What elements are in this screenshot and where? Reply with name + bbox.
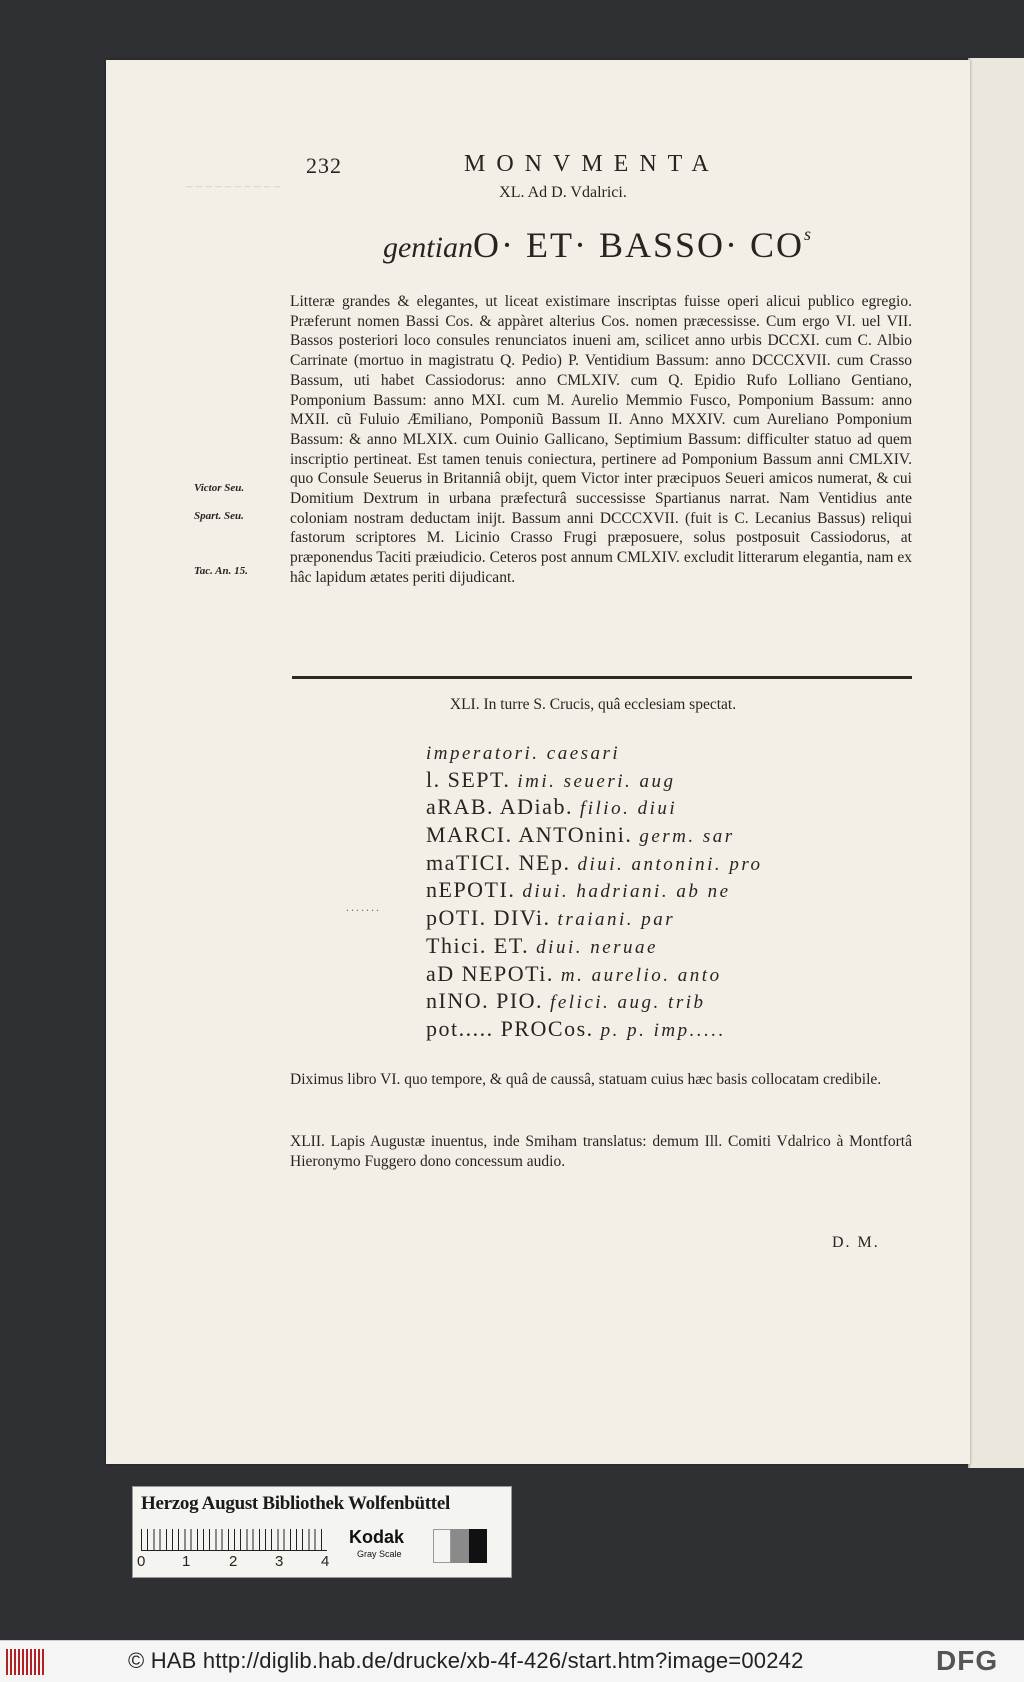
heading-italic-part: gentian: [382, 231, 473, 264]
margin-note-victor: Victor Seu.: [194, 482, 245, 494]
kodak-logo: Kodak: [349, 1527, 405, 1547]
chart-institution-title: Herzog August Bibliothek Wolfenbüttel: [141, 1493, 450, 1514]
inscription-line: pOTI. DIVi. traiani. par: [426, 905, 676, 931]
scale-number: 1: [182, 1553, 191, 1570]
heading-superscript: s: [804, 224, 814, 244]
copyright-link[interactable]: © HAB http://diglib.hab.de/drucke/xb-4f-426/start.htm?image=00242: [128, 1648, 804, 1673]
margin-note-spartianus: Spart. Seu.: [194, 510, 244, 522]
section-divider: [292, 676, 912, 679]
scale-number: 3: [275, 1553, 284, 1570]
inscription-line: MARCI. ANTOnini. germ. sar: [426, 822, 735, 848]
dfg-logo: DFG: [936, 1645, 999, 1676]
gray-swatch: [451, 1529, 469, 1563]
running-title: MONVMENTA: [464, 151, 720, 177]
catchword: D. M.: [832, 1234, 880, 1251]
scale-number: 0: [137, 1553, 146, 1570]
section-heading: XLI. In turre S. Crucis, quâ ecclesiam spectat.: [449, 696, 737, 713]
subheading: XL. Ad D. Vdalrici.: [499, 184, 627, 201]
inscription-line: nEPOTI. diui. hadriani. ab ne: [426, 877, 731, 903]
margin-note-tacitus: Tac. An. 15.: [194, 565, 248, 577]
scale-number: 2: [229, 1553, 238, 1570]
barcode-icon: [6, 1649, 46, 1675]
chart-ruler: [141, 1529, 327, 1551]
white-swatch: [433, 1529, 451, 1563]
inscription-line: aRAB. ADiab. filio. diui: [426, 794, 678, 820]
inscription-line: Thici. ET. diui. neruae: [426, 932, 658, 958]
bleed-through-text: – – – – – – – – – –: [186, 178, 281, 193]
inscription-heading: [106, 224, 970, 266]
inscription-margin-dots: .......: [346, 900, 381, 914]
scale-number: 4: [321, 1553, 330, 1570]
inscription-line: l. SEPT. imi. seueri. aug: [426, 766, 676, 792]
adjacent-page-edge: [968, 58, 1024, 1468]
heading-caps-part: O· ET· BASSO· CO: [472, 225, 804, 265]
gray-scale-label: Gray Scale: [357, 1549, 402, 1559]
paragraph-xlii: XLII. Lapis Augustæ inuentus, inde Smiham translatus: demum Ill. Comiti Vdalrico à Montfortâ Hieronymo Fuggero dono concessum audio.: [290, 1133, 912, 1170]
page-number: 232: [306, 153, 342, 178]
inscription-line: maTICI. NEp. diui. antonini. pro: [426, 849, 763, 875]
book-page: [106, 60, 970, 1464]
commentary-text: Litteræ grandes & elegantes, ut liceat existimare inscriptas fuisse operi alicui publico egregio. Præferunt nomen Bassi Cos. & appàret alterius Cos. nomen præcessisse. Cum ergo VI. uel VII. Bassos posteriori loco consules renunciatos inueni am, scilicet anno urbis DCCXI. cum C. Albio Carrinate (mortuo in magistratu Q. Pedio) P. Ventidium Bassum: anno DCCCXVII. cum Crasso Bassum, uti habet Cassiodorus: anno CMLXIV. cum Q. Epidio Rufo Lolliano Gentiano, Pomponium Bassum: anno MXI. cum M. Aurelio Memmio Fusco, Pomponium Bassum: anno MXII. cũ Fuluio Æmiliano, Pomponiũ Bassum II. Anno MXXIV. cum Aureliano Pomponium Bassum: & anno MLXIX. cum Ouinio Gallicano, Septimium Bassum: difficulter statuo ad quem inscriptio pertineat. Est tamen tenuis coniectura, pertinere ad Pomponium Bassum anni CMLXIV. quo Consule Seuerus in Britanniâ obijt, quem Victor inter præcipuos Seueri amicos numerat, & cui Domitium Dextrum in urbana præfecturâ successisse Spartianus narrat. Nam Ventidius ante coloniam nostram deductam inijt. Bassum anni DCCCXVII. (fuit is C. Lecanius Bassus) reliqui fastorum scriptores M. Licinio Crasso Frugi præposuere, solus postposuit Cassiodorus, at præponendus Taciti præiudicio. Ceteros post annum CMLXIV. excludit litterarum elegantia, nam ex hâc lapidum ætates periti dijudicant.: [290, 293, 912, 586]
color-calibration-chart: [132, 1486, 512, 1578]
inscription-block: [426, 738, 896, 1043]
inscription-line: imperatori. caesari: [426, 743, 621, 764]
inscription-line: pot..... PROCos. p. p. imp.....: [426, 1015, 726, 1041]
black-swatch: [469, 1529, 487, 1563]
inscription-line: aD NEPOTi. m. aurelio. anto: [426, 960, 722, 986]
paragraph-diximus: Diximus libro VI. quo tempore, & quâ de caussâ, statuam cuius hæc basis collocatam credibile.: [290, 1071, 882, 1088]
viewer-footer: [0, 1640, 1024, 1682]
inscription-line: nINO. PIO. felici. aug. trib: [426, 988, 706, 1014]
